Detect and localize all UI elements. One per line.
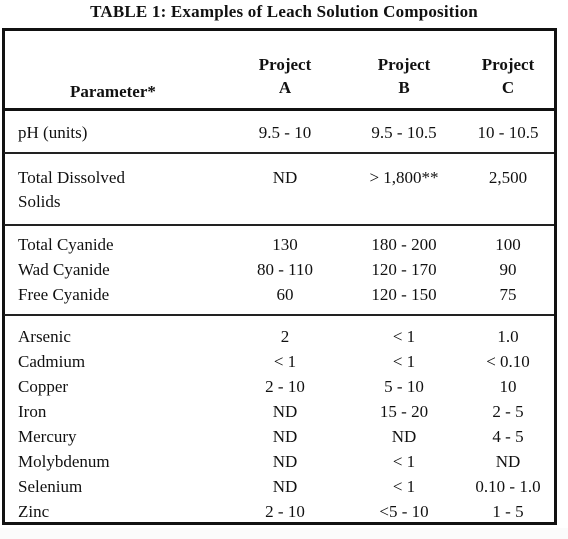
row-free-cyanide-a: 60 xyxy=(276,285,294,304)
row-free-cyanide-name: Free Cyanide xyxy=(18,285,110,304)
row-total-cyanide-b: 180 - 200 xyxy=(371,235,437,254)
row-molybdenum-name: Molybdenum xyxy=(18,452,110,471)
row-mercury-a: ND xyxy=(272,427,298,446)
row-wad-cyanide-a: 80 - 110 xyxy=(256,260,314,279)
row-cadmium-b: < 1 xyxy=(392,352,416,371)
row-iron-b: 15 - 20 xyxy=(379,402,429,421)
row-zinc-a: 2 - 10 xyxy=(265,502,305,521)
project-c-header-line2: C xyxy=(501,78,515,97)
row-free-cyanide-c: 75 xyxy=(499,285,517,304)
row-copper-c: 10 xyxy=(499,377,517,396)
row-ph-c: 10 - 10.5 xyxy=(477,123,539,142)
row-zinc-b: <5 - 10 xyxy=(379,502,429,521)
row-cadmium-a: < 1 xyxy=(273,352,297,371)
row-tds-name-line2: Solids xyxy=(18,192,61,211)
row-iron-a: ND xyxy=(272,402,298,421)
row-wad-cyanide-c: 90 xyxy=(499,260,517,279)
row-wad-cyanide-b: 120 - 170 xyxy=(371,260,437,279)
header-rule xyxy=(4,108,554,111)
table-title: TABLE 1: Examples of Leach Solution Composition xyxy=(90,2,478,21)
row-selenium-a: ND xyxy=(272,477,298,496)
row-total-cyanide-a: 130 xyxy=(272,235,298,254)
row-iron-name: Iron xyxy=(18,402,47,421)
project-b-header-line1: Project xyxy=(377,55,431,74)
row-arsenic-b: < 1 xyxy=(392,327,416,346)
row-arsenic-a: 2 xyxy=(280,327,290,346)
row-tds-b: > 1,800** xyxy=(369,168,439,187)
row-total-cyanide-name: Total Cyanide xyxy=(18,235,114,254)
project-a-header-line1: Project xyxy=(258,55,312,74)
row-copper-a: 2 - 10 xyxy=(265,377,305,396)
row-copper-b: 5 - 10 xyxy=(384,377,424,396)
rule-after-tds xyxy=(4,224,554,226)
row-mercury-c: 4 - 5 xyxy=(492,427,524,446)
row-copper-name: Copper xyxy=(18,377,69,396)
row-molybdenum-a: ND xyxy=(272,452,298,471)
project-b-header-line2: B xyxy=(398,78,410,97)
row-wad-cyanide-name: Wad Cyanide xyxy=(18,260,110,279)
page-margin xyxy=(0,528,568,539)
parameter-header: Parameter* xyxy=(70,82,156,101)
row-zinc-c: 1 - 5 xyxy=(492,502,524,521)
row-molybdenum-b: < 1 xyxy=(392,452,416,471)
row-molybdenum-c: ND xyxy=(495,452,521,471)
row-tds-c: 2,500 xyxy=(488,168,528,187)
row-arsenic-name: Arsenic xyxy=(18,327,71,346)
row-ph-name: pH (units) xyxy=(18,123,88,142)
row-selenium-c: 0.10 - 1.0 xyxy=(475,477,541,496)
row-free-cyanide-b: 120 - 150 xyxy=(371,285,437,304)
row-iron-c: 2 - 5 xyxy=(492,402,524,421)
row-arsenic-c: 1.0 xyxy=(497,327,519,346)
row-selenium-b: < 1 xyxy=(392,477,416,496)
row-ph-b: 9.5 - 10.5 xyxy=(371,123,437,142)
row-tds-name-line1: Total Dissolved xyxy=(18,168,125,187)
row-ph-a: 9.5 - 10 xyxy=(258,123,312,142)
row-zinc-name: Zinc xyxy=(18,502,50,521)
row-mercury-b: ND xyxy=(391,427,417,446)
row-cadmium-c: < 0.10 xyxy=(486,352,530,371)
row-cadmium-name: Cadmium xyxy=(18,352,86,371)
project-c-header-line1: Project xyxy=(481,55,535,74)
project-a-header-line2: A xyxy=(278,78,292,97)
row-total-cyanide-c: 100 xyxy=(495,235,521,254)
row-tds-a: ND xyxy=(272,168,298,187)
row-selenium-name: Selenium xyxy=(18,477,83,496)
row-mercury-name: Mercury xyxy=(18,427,77,446)
rule-after-cyanide xyxy=(4,314,554,316)
rule-after-ph xyxy=(4,152,554,154)
